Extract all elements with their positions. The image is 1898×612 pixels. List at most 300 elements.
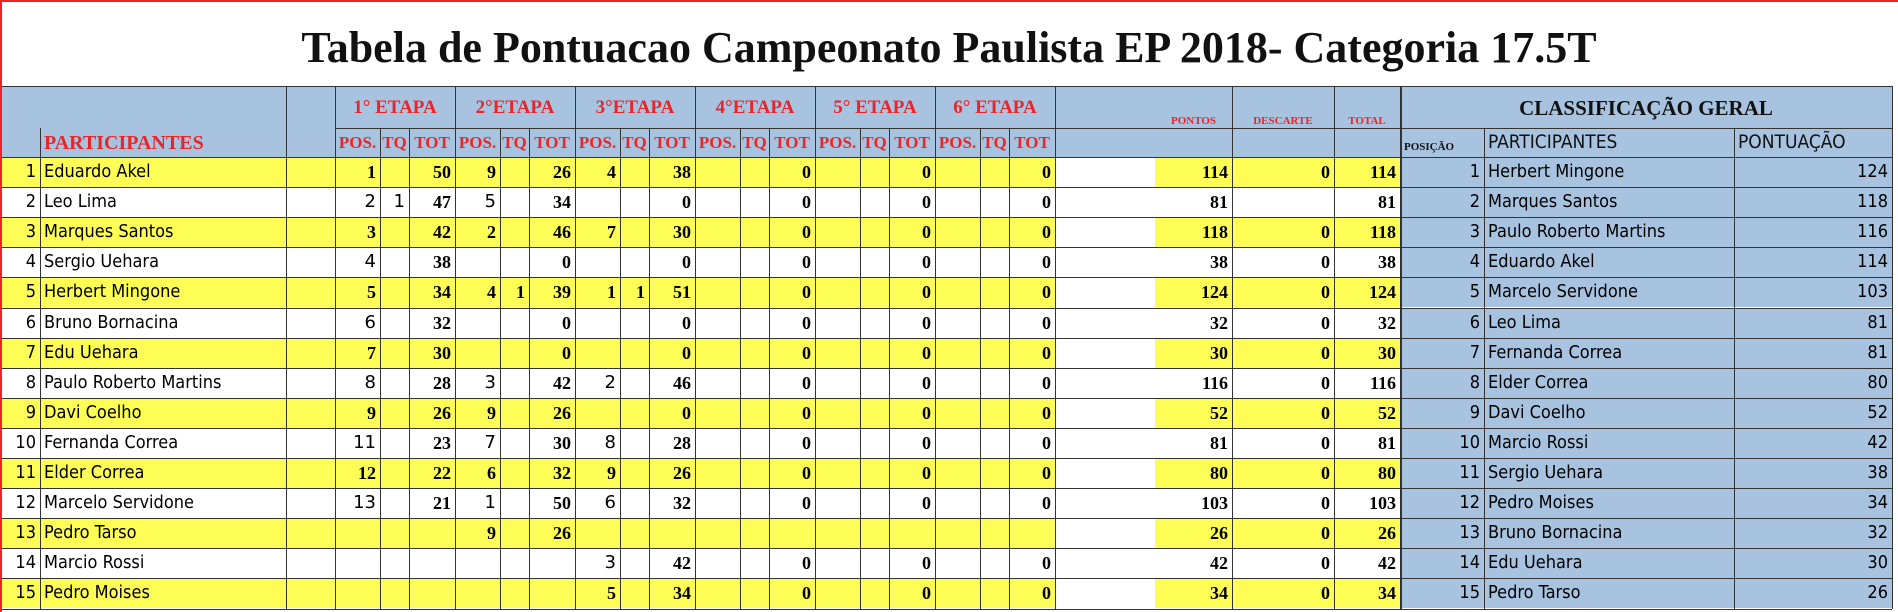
stage-5-tot: 0 (889, 458, 935, 488)
grid-line (1401, 86, 1402, 609)
stage-1-pos (335, 548, 380, 578)
participant-name: Leo Lima (44, 191, 117, 213)
stage-6-tot: 0 (1009, 428, 1055, 458)
row-pontos: 114 (1155, 157, 1232, 187)
classificacao-participante: Marques Santos (1488, 191, 1618, 213)
classificacao-posicao: 9 (1469, 401, 1480, 423)
row-descarte: 0 (1232, 338, 1334, 368)
stage-1-pos: 12 (335, 458, 380, 488)
row-descarte: 0 (1232, 488, 1334, 518)
row-pontos: 34 (1155, 578, 1232, 608)
stage-1-pos: 9 (335, 398, 380, 428)
stage-6-tot: 0 (1009, 458, 1055, 488)
stage-5-tot: 0 (889, 578, 935, 608)
classificacao-participante: Edu Uehara (1488, 552, 1583, 574)
stage-3-tq (620, 368, 649, 398)
stage-3-pos (575, 338, 620, 368)
stage-6-pos (935, 548, 980, 578)
stage-3-tot: 26 (649, 458, 695, 488)
classificacao-participante: Elder Correa (1488, 371, 1589, 393)
row-total: 30 (1334, 338, 1400, 368)
stage-3-tq (620, 578, 649, 608)
stage-4-pos (695, 308, 740, 338)
stage-3-tq (620, 488, 649, 518)
classificacao-participante: Eduardo Akel (1488, 251, 1595, 273)
grid-line (649, 128, 650, 609)
stage-3-tot: 0 (649, 338, 695, 368)
row-number: 1 (25, 161, 36, 183)
stage-3-tq (620, 458, 649, 488)
header-stage-1-tq: TQ (382, 133, 407, 152)
row-number: 15 (15, 582, 36, 604)
row-number: 3 (25, 221, 36, 243)
stage-6-tot: 0 (1009, 578, 1055, 608)
grid-line (500, 128, 501, 609)
stage-3-tot: 51 (649, 277, 695, 307)
stage-2-pos: 9 (455, 518, 500, 548)
stage-4-pos (695, 338, 740, 368)
grid-line (769, 128, 770, 609)
stage-1-tot: 28 (409, 368, 455, 398)
row-descarte: 0 (1232, 548, 1334, 578)
stage-1-tq (380, 578, 409, 608)
row-total: 52 (1334, 398, 1400, 428)
participant-name: Bruno Bornacina (44, 311, 179, 333)
stage-1-tq (380, 308, 409, 338)
stage-1-tot: 50 (409, 157, 455, 187)
stage-3-pos: 6 (575, 488, 620, 518)
participant-name: Fernanda Correa (44, 431, 179, 453)
stage-4-tot: 0 (769, 247, 815, 277)
header-stage-1-pos: POS. (338, 133, 377, 152)
classificacao-posicao: 13 (1459, 522, 1480, 544)
classificacao-participante: Leo Lima (1488, 311, 1561, 333)
stage-4-tq (740, 187, 769, 217)
header-stage-1-tot: TOT (414, 133, 450, 152)
stage-4-pos (695, 217, 740, 247)
stage-1-tot: 26 (409, 398, 455, 428)
stage-5-tq (860, 247, 889, 277)
stage-2-tot: 46 (529, 217, 575, 247)
row-total: 118 (1334, 217, 1400, 247)
participant-name: Pedro Moises (44, 582, 150, 604)
stage-5-tot: 0 (889, 277, 935, 307)
participant-name: Marcio Rossi (44, 552, 145, 574)
stage-6-pos (935, 518, 980, 548)
stage-2-tot (529, 548, 575, 578)
row-pontos: 38 (1155, 247, 1232, 277)
stage-1-tot: 42 (409, 217, 455, 247)
stage-6-tot (1009, 518, 1055, 548)
stage-2-tq (500, 217, 529, 247)
stage-1-tq (380, 247, 409, 277)
stage-2-tq (500, 398, 529, 428)
stage-1-tot: 32 (409, 308, 455, 338)
stage-6-tot: 0 (1009, 247, 1055, 277)
stage-5-tot: 0 (889, 157, 935, 187)
classificacao-pontuacao: 34 (1867, 492, 1888, 514)
stage-2-tq (500, 338, 529, 368)
stage-4-tot (769, 518, 815, 548)
row-number: 14 (15, 552, 36, 574)
stage-1-tq (380, 548, 409, 578)
stage-5-tot: 0 (889, 368, 935, 398)
row-total: 124 (1334, 277, 1400, 307)
page-title: Tabela de Pontuacao Campeonato Paulista EP 2018- Categoria 17.5T (301, 22, 1597, 72)
participant-name: Marques Santos (44, 221, 174, 243)
row-total: 34 (1334, 578, 1400, 608)
stage-5-pos (815, 247, 860, 277)
stage-5-tot (889, 518, 935, 548)
header-stage-3-tot: TOT (654, 133, 690, 152)
classificacao-posicao: 11 (1459, 462, 1480, 484)
stage-2-tot: 39 (529, 277, 575, 307)
stage-4-pos (695, 277, 740, 307)
stage-1-tq (380, 458, 409, 488)
stage-5-pos (815, 548, 860, 578)
classificacao-participante: Marcio Rossi (1488, 431, 1589, 453)
row-total: 32 (1334, 308, 1400, 338)
classificacao-posicao: 7 (1469, 341, 1480, 363)
stage-3-pos: 1 (575, 277, 620, 307)
stage-4-tot: 0 (769, 398, 815, 428)
stage-2-pos (455, 578, 500, 608)
stage-5-tq (860, 578, 889, 608)
stage-1-tq (380, 217, 409, 247)
stage-3-tot: 34 (649, 578, 695, 608)
stage-5-tq (860, 368, 889, 398)
stage-5-pos (815, 578, 860, 608)
grid-line-class-sub (1400, 128, 1892, 129)
sheet-top-border (0, 0, 1898, 2)
stage-4-pos (695, 578, 740, 608)
classificacao-pontuacao: 38 (1867, 462, 1888, 484)
stage-2-tq (500, 187, 529, 217)
stage-6-tq (980, 548, 1009, 578)
participant-name: Sergio Uehara (44, 251, 160, 273)
stage-4-tq (740, 548, 769, 578)
stage-6-tq (980, 247, 1009, 277)
participant-name: Edu Uehara (44, 341, 139, 363)
row-descarte: 0 (1232, 428, 1334, 458)
stage-2-tot: 26 (529, 518, 575, 548)
row-descarte (1232, 187, 1334, 217)
stage-2-tq (500, 548, 529, 578)
participant-name: Elder Correa (44, 462, 145, 484)
stage-5-pos (815, 308, 860, 338)
classificacao-participante: Bruno Bornacina (1488, 522, 1623, 544)
stage-1-tot: 38 (409, 247, 455, 277)
row-descarte: 0 (1232, 368, 1334, 398)
classificacao-posicao: 2 (1469, 191, 1480, 213)
stage-3-pos (575, 247, 620, 277)
stage-6-tot: 0 (1009, 548, 1055, 578)
stage-3-tot: 42 (649, 548, 695, 578)
row-number: 13 (15, 522, 36, 544)
stage-5-tq (860, 308, 889, 338)
stage-4-tq (740, 488, 769, 518)
stage-4-tot: 0 (769, 488, 815, 518)
stage-5-pos (815, 518, 860, 548)
stage-3-tot: 0 (649, 247, 695, 277)
stage-4-pos (695, 187, 740, 217)
grid-line (935, 86, 936, 609)
stage-3-tq (620, 548, 649, 578)
header-stage-5-tq: TQ (862, 133, 887, 152)
stage-4-tot: 0 (769, 338, 815, 368)
row-pontos: 26 (1155, 518, 1232, 548)
stage-4-tq (740, 247, 769, 277)
stage-5-tq (860, 277, 889, 307)
stage-5-pos (815, 277, 860, 307)
grid-line (620, 128, 621, 609)
stage-3-pos (575, 308, 620, 338)
row-descarte: 0 (1232, 578, 1334, 608)
classificacao-pontuacao: 114 (1857, 251, 1888, 273)
stage-3-pos: 3 (575, 548, 620, 578)
stage-4-tq (740, 338, 769, 368)
stage-6-tq (980, 187, 1009, 217)
participant-name: Eduardo Akel (44, 161, 151, 183)
stage-3-tq (620, 518, 649, 548)
stage-3-pos: 2 (575, 368, 620, 398)
participant-name: Marcelo Servidone (44, 492, 194, 514)
stage-4-pos (695, 458, 740, 488)
grid-line (286, 86, 287, 609)
header-stage-2: 2°ETAPA (475, 96, 555, 118)
grid-line (335, 86, 336, 609)
stage-1-tot (409, 518, 455, 548)
stage-2-tot: 0 (529, 247, 575, 277)
stage-3-pos (575, 518, 620, 548)
stage-1-tq (380, 428, 409, 458)
classificacao-posicao: 14 (1459, 552, 1480, 574)
stage-1-tq (380, 157, 409, 187)
row-pontos: 80 (1155, 458, 1232, 488)
stage-2-tq (500, 247, 529, 277)
stage-5-tot: 0 (889, 247, 935, 277)
stage-6-pos (935, 578, 980, 608)
row-descarte: 0 (1232, 458, 1334, 488)
classificacao-pontuacao: 30 (1867, 552, 1888, 574)
stage-1-pos: 6 (335, 308, 380, 338)
stage-2-tq (500, 368, 529, 398)
stage-2-tot: 42 (529, 368, 575, 398)
header-posicao: POSIÇÃO (1404, 141, 1455, 153)
stage-5-pos (815, 157, 860, 187)
header-stage-1: 1° ETAPA (353, 96, 437, 118)
grid-line (40, 128, 41, 609)
stage-4-tq (740, 157, 769, 187)
stage-6-pos (935, 187, 980, 217)
stage-3-tq (620, 428, 649, 458)
stage-3-pos: 5 (575, 578, 620, 608)
participant-name: Herbert Mingone (44, 281, 181, 303)
row-total: 80 (1334, 458, 1400, 488)
stage-4-pos (695, 548, 740, 578)
row-total: 42 (1334, 548, 1400, 578)
stage-6-tq (980, 458, 1009, 488)
classificacao-posicao: 10 (1459, 431, 1480, 453)
grid-line (1334, 86, 1335, 609)
stage-6-tot: 0 (1009, 398, 1055, 428)
stage-3-tot: 30 (649, 217, 695, 247)
stage-6-pos (935, 217, 980, 247)
stage-4-pos (695, 428, 740, 458)
grid-line (409, 128, 410, 609)
stage-2-tot: 50 (529, 488, 575, 518)
stage-2-pos: 6 (455, 458, 500, 488)
stage-1-tot: 34 (409, 277, 455, 307)
stage-4-tot: 0 (769, 187, 815, 217)
header-stage-3-pos: POS. (578, 133, 617, 152)
stage-4-tq (740, 428, 769, 458)
row-descarte: 0 (1232, 398, 1334, 428)
classificacao-participante: Fernanda Correa (1488, 341, 1623, 363)
header-total: TOTAL (1348, 115, 1386, 127)
row-descarte: 0 (1232, 277, 1334, 307)
stage-1-tot: 30 (409, 338, 455, 368)
stage-5-pos (815, 187, 860, 217)
grid-line (1232, 86, 1233, 609)
stage-4-pos (695, 157, 740, 187)
row-pontos: 32 (1155, 308, 1232, 338)
header-stage-4: 4°ETAPA (715, 96, 795, 118)
stage-3-tot: 32 (649, 488, 695, 518)
stage-1-pos: 7 (335, 338, 380, 368)
stage-2-tq (500, 518, 529, 548)
stage-6-tot: 0 (1009, 217, 1055, 247)
stage-3-tot: 0 (649, 398, 695, 428)
grid-line (380, 128, 381, 609)
stage-6-tq (980, 157, 1009, 187)
stage-2-pos: 2 (455, 217, 500, 247)
grid-line-stage-sub (335, 128, 1400, 129)
classificacao-pontuacao: 103 (1857, 281, 1888, 303)
classificacao-pontuacao: 124 (1857, 161, 1888, 183)
stage-1-pos: 2 (335, 187, 380, 217)
row-total: 38 (1334, 247, 1400, 277)
stage-2-pos: 3 (455, 368, 500, 398)
header-stage-5-pos: POS. (818, 133, 857, 152)
row-number: 6 (25, 311, 36, 333)
stage-2-tq (500, 488, 529, 518)
stage-3-tq (620, 247, 649, 277)
grid-line (695, 86, 696, 609)
row-number: 5 (25, 281, 36, 303)
stage-1-pos: 1 (335, 157, 380, 187)
stage-4-tot: 0 (769, 277, 815, 307)
stage-4-pos (695, 247, 740, 277)
row-number: 10 (15, 431, 36, 453)
classificacao-posicao: 5 (1469, 281, 1480, 303)
row-pontos: 81 (1155, 428, 1232, 458)
stage-6-tq (980, 368, 1009, 398)
classificacao-pontuacao: 81 (1867, 311, 1888, 333)
stage-1-pos: 8 (335, 368, 380, 398)
stage-6-pos (935, 247, 980, 277)
row-total: 26 (1334, 518, 1400, 548)
stage-6-pos (935, 157, 980, 187)
row-pontos: 124 (1155, 277, 1232, 307)
header-stage-2-pos: POS. (458, 133, 497, 152)
stage-5-pos (815, 488, 860, 518)
classificacao-posicao: 15 (1459, 582, 1480, 604)
stage-5-tot: 0 (889, 338, 935, 368)
stage-6-tot: 0 (1009, 187, 1055, 217)
stage-1-pos: 5 (335, 277, 380, 307)
stage-5-pos (815, 338, 860, 368)
classificacao-pontuacao: 52 (1867, 401, 1888, 423)
row-pontos: 103 (1155, 488, 1232, 518)
row-descarte: 0 (1232, 157, 1334, 187)
stage-1-tot: 23 (409, 428, 455, 458)
stage-6-pos (935, 458, 980, 488)
participant-name: Davi Coelho (44, 401, 142, 423)
participant-name: Pedro Tarso (44, 522, 137, 544)
stage-3-tq (620, 308, 649, 338)
stage-2-tot: 32 (529, 458, 575, 488)
stage-6-tot: 0 (1009, 368, 1055, 398)
row-total: 81 (1334, 428, 1400, 458)
row-descarte: 0 (1232, 518, 1334, 548)
stage-6-pos (935, 308, 980, 338)
stage-6-tot: 0 (1009, 308, 1055, 338)
stage-6-tq (980, 428, 1009, 458)
stage-3-pos: 7 (575, 217, 620, 247)
grid-line-row (2, 609, 1892, 610)
stage-1-pos: 4 (335, 247, 380, 277)
stage-6-tq (980, 518, 1009, 548)
stage-2-tot: 0 (529, 338, 575, 368)
stage-5-tot: 0 (889, 187, 935, 217)
stage-5-tot: 0 (889, 398, 935, 428)
classificacao-posicao: 4 (1469, 251, 1480, 273)
stage-4-tq (740, 217, 769, 247)
classificacao-pontuacao: 26 (1867, 582, 1888, 604)
header-participantes-geral: PARTICIPANTES (1488, 131, 1618, 153)
stage-3-tot (649, 518, 695, 548)
grid-line (455, 86, 456, 609)
classificacao-participante: Davi Coelho (1488, 401, 1586, 423)
stage-6-tq (980, 308, 1009, 338)
grid-line (980, 128, 981, 609)
stage-6-tq (980, 338, 1009, 368)
participant-name: Paulo Roberto Martins (44, 371, 222, 393)
stage-4-tq (740, 578, 769, 608)
stage-5-pos (815, 368, 860, 398)
stage-2-pos: 9 (455, 398, 500, 428)
header-stage-2-tq: TQ (502, 133, 527, 152)
stage-1-pos (335, 518, 380, 548)
stage-1-tot: 22 (409, 458, 455, 488)
stage-6-tot: 0 (1009, 338, 1055, 368)
stage-4-pos (695, 368, 740, 398)
stage-4-tot: 0 (769, 368, 815, 398)
classificacao-posicao: 1 (1469, 161, 1480, 183)
stage-1-tot: 21 (409, 488, 455, 518)
stage-2-pos: 4 (455, 277, 500, 307)
stage-5-tot: 0 (889, 428, 935, 458)
stage-4-tot: 0 (769, 428, 815, 458)
row-pontos: 30 (1155, 338, 1232, 368)
stage-3-tot: 38 (649, 157, 695, 187)
stage-3-pos (575, 187, 620, 217)
stage-4-tq (740, 398, 769, 428)
row-number: 4 (25, 251, 36, 273)
classificacao-participante: Sergio Uehara (1488, 462, 1604, 484)
row-number: 8 (25, 371, 36, 393)
